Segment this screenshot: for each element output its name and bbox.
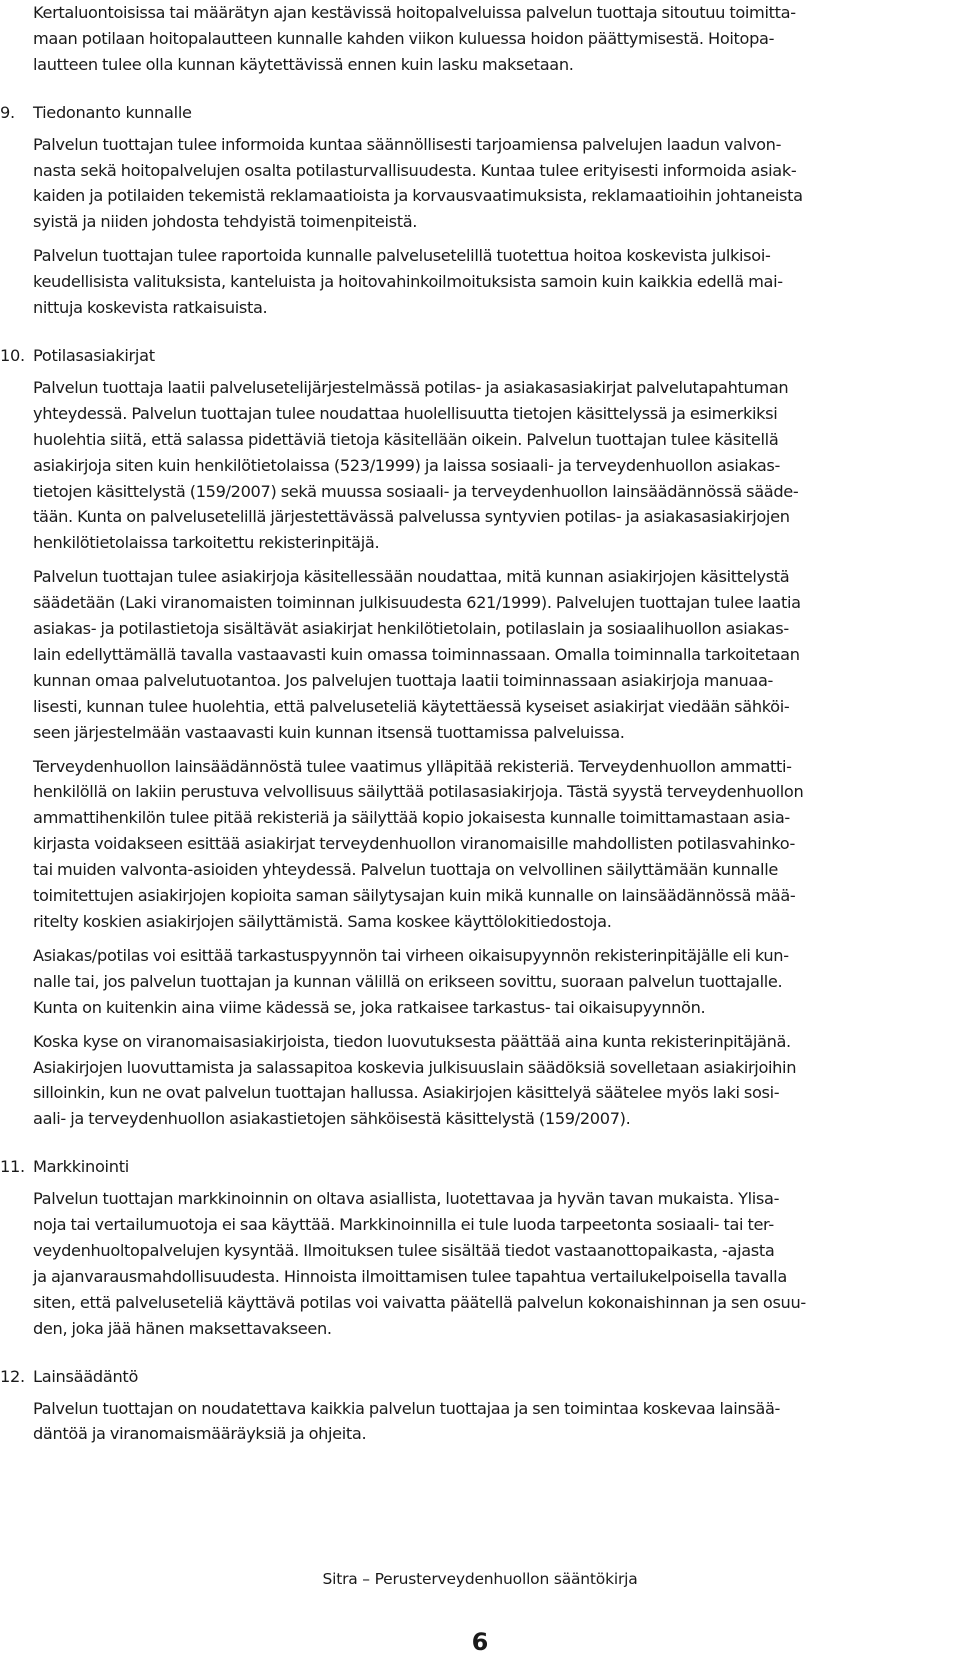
footer-title: Sitra – Perusterveydenhuollon sääntökirja bbox=[322, 1570, 638, 1588]
section-10 bbox=[0, 343, 913, 1132]
section-heading bbox=[0, 1364, 913, 1390]
section-9 bbox=[0, 100, 913, 321]
section-title: Lainsäädäntö bbox=[33, 1366, 139, 1386]
paragraph: Asiakas/potilas voi esittää tarkastuspyynnön tai virheen oikaisupyynnön rekisterinpitäjälle eli kun- nalle tai, jos palvelun tuottajan ja kunnan välillä on erikseen sovittu, suoraan palvelun tuottajalle. Kunta on kuitenkin aina viime kädessä se, joka ratkaisee tarkastus- tai oikaisupyynnön. bbox=[33, 945, 789, 1017]
section-heading bbox=[0, 1154, 913, 1180]
intro-paragraph: Kertaluontoisissa tai määrätyn ajan kestävissä hoitopalveluissa palvelun tuottaja sitoutuu toimitta- maan potilaan hoitopalautteen kunnalle kahden viikon kuluessa hoidon päättymisestä. Hoitopa- lautteen tulee olla kunnan käytettävissä ennen kuin lasku maksetaan. bbox=[33, 3, 796, 74]
paragraph: Palvelun tuottajan tulee informoida kuntaa säännöllisesti tarjoamiensa palvelujen laadun valvon- nasta sekä hoitopalvelujen osalta potilasturvallisuudesta. Kuntaa tulee erityisesti informoida asiak- kaiden ja potilaiden tekemistä reklamaatioista ja korvausvaatimuksista, reklamaatioihin johtaneista syistä ja niiden johdosta tehdyistä toimenpiteistä. bbox=[33, 134, 803, 232]
section-number: 9. bbox=[0, 102, 15, 122]
section-title: Potilasasiakirjat bbox=[33, 345, 155, 365]
section-11 bbox=[0, 1154, 913, 1341]
section-heading bbox=[0, 100, 913, 126]
section-number: 11. bbox=[0, 1157, 25, 1177]
paragraph: Palvelun tuottajan tulee asiakirjoja käsitellessään noudattaa, mitä kunnan asiakirjojen käsittelystä säädetään (Laki viranomaisten toiminnan julkisuudesta 621/1999). Palvelujen tuottajan tulee laatia asiakas- ja potilastietoja sisältävät asiakirjat henkilötietolain, potilaslain ja sosiaalihuollon asiakas- lain edellyttämällä tavalla vastaavasti kuin omassa toiminnassaan. Omalla toiminnalla tarkoitetaan kunnan omaa palvelutuotantoa. Jos palvelujen tuottaja laatii toiminnassaan asiakirjoja manuaa- lisesti, kunnan tulee huolehtia, että palveluseteliä käytettäessä kyseiset asiakirjat viedään sähköi- seen järjestelmään vastaavasti kuin kunnan itsensä tuottamissa palveluissa. bbox=[33, 567, 801, 742]
section-heading bbox=[0, 343, 913, 369]
section-12 bbox=[0, 1364, 913, 1448]
paragraph: Palvelun tuottajan markkinoinnin on oltava asiallista, luotettavaa ja hyvän tavan mukaista. Ylisa- noja tai vertailumuotoja ei saa käyttää. Markkinoinnilla ei tule luoda tarpeetonta sosiaali- tai ter- veydenhuoltopalvelujen kysyntää. Ilmoituksen tulee sisältää tiedot vastaanottopaikasta, -ajasta ja ajanvarausmahdollisuudesta. Hinnoista ilmoittamisen tulee tapahtua vertailukelpoisella tavalla siten, että palveluseteliä käyttävä potilas voi vaivatta päätellä palvelun kokonaishinnan ja sen osuu- den, joka jää hänen maksettavakseen. bbox=[33, 1189, 806, 1338]
page-number: 6 bbox=[471, 1628, 489, 1656]
paragraph: Terveydenhuollon lainsäädännöstä tulee vaatimus ylläpitää rekisteriä. Terveydenhuollon ammatti- henkilöllä on lakiin perustuva velvollisuus säilyttää potilasasiakirjoja. Tästä syystä terveydenhuollon ammattihenkilön tulee pitää rekisteriä ja säilyttää kopio jokaisesta kunnalle toimittamastaan asia- kirjasta voidakseen esittää asiakirjat terveydenhuollon viranomaisille mahdollisten potilasvahinko- tai muiden valvonta-asioiden yhteydessä. Palvelun tuottaja on velvollinen säilyttämään kunnalle toimitettujen asiakirjojen kopioita saman säilytysajan kuin mikä kunnalle on lainsäädännössä mää- ritelty koskien asiakirjojen säilyttämistä. Sama koskee käyttölokitiedostoja. bbox=[33, 756, 804, 931]
section-title: Markkinointi bbox=[33, 1157, 129, 1177]
section-number: 12. bbox=[0, 1366, 25, 1386]
paragraph: Palvelun tuottaja laatii palvelusetelijärjestelmässä potilas- ja asiakasasiakirjat palvelutapahtuman yhteydessä. Palvelun tuottajan tulee noudattaa huolellisuutta tietojen käsittelyssä ja esimerkiksi huolehtia siitä, että salassa pidettäviä tietoja käsitellään oikein. Palvelun tuottajan tulee käsitellä asiakirjoja siten kuin henkilötietolaissa (523/1999) ja laissa sosiaali- ja terveydenhuollon asiakas- tietojen käsittelystä (159/2007) sekä muussa sosiaali- ja terveydenhuollon lainsäädännössä sääde- tään. Kunta on palvelusetelillä järjestettävässä palvelussa syntyvien potilas- ja asiakasasiakirjojen henkilötietolaissa tarkoitettu rekisterinpitäjä. bbox=[33, 377, 799, 553]
paragraph: Koska kyse on viranomaisasiakirjoista, tiedon luovutuksesta päättää aina kunta rekisterinpitäjänä. Asiakirjojen luovuttamista ja salassapitoa koskevia julkisuuslain säädöksiä sovelletaan asiakirjoihin silloinkin, kun ne ovat palvelun tuottajan hallussa. Asiakirjojen käsittelyä säätelee myös laki sosi- aali- ja terveydenhuollon asiakastietojen sähköisestä käsittelystä (159/2007). bbox=[33, 1031, 797, 1129]
section-title: Tiedonanto kunnalle bbox=[33, 102, 192, 122]
section-number: 10. bbox=[0, 345, 25, 365]
paragraph: Palvelun tuottajan on noudatettava kaikkia palvelun tuottajaa ja sen toimintaa koskevaa lainsää- däntöä ja viranomaismääräyksiä ja ohjeita. bbox=[33, 1398, 781, 1444]
paragraph: Palvelun tuottajan tulee raportoida kunnalle palvelusetelillä tuotettua hoitoa koskevista julkisoi- keudellisista valituksista, kanteluista ja hoitovahinkoilmoituksista samoin kuin kaikkia edellä mai- nittuja koskevista ratkaisuista. bbox=[33, 246, 783, 318]
